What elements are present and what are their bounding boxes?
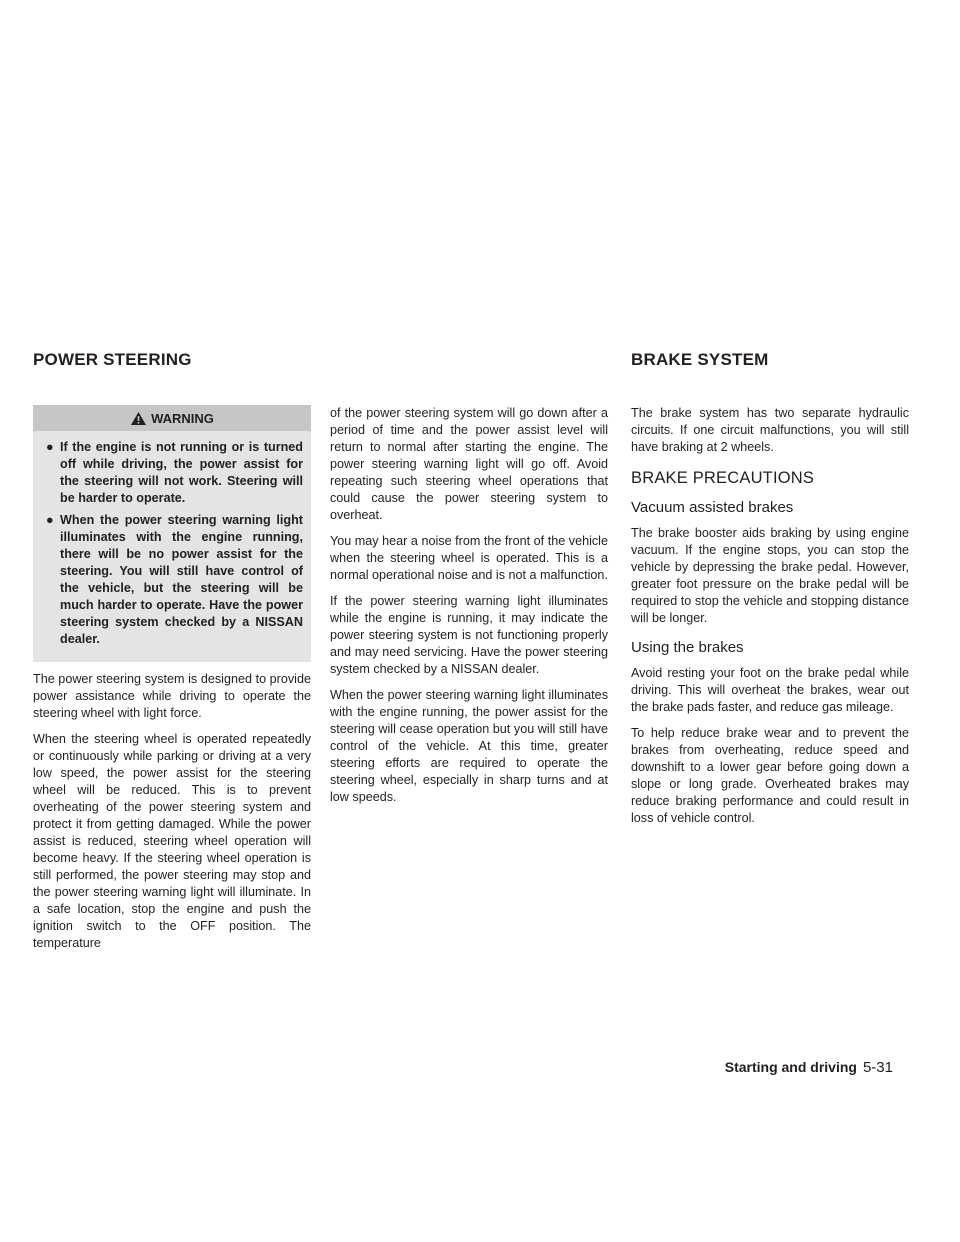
warning-item-text: If the engine is not running or is turned off while driving, the power assist for the steering will not work. Steering will be harder to operate. — [60, 440, 303, 505]
section-title-brake-system: BRAKE SYSTEM — [631, 350, 769, 369]
paragraph: When the power steering warning light illuminates with the engine running, the power assist for the steering will cease operation but you will still have control of the vehicle. At this time, greater steering efforts are required to operate the steering wheel, especially in sharp turns and at low speeds. — [330, 688, 608, 804]
column-2 — [330, 405, 608, 815]
paragraph: The power steering system is designed to provide power assistance while driving to operate the steering wheel with light force. — [33, 672, 311, 720]
warning-item — [41, 439, 303, 507]
paragraph: When the steering wheel is operated repeatedly or continuously while parking or driving at a very low speed, the power assist for the steering wheel will be reduced. This is to prevent overheating of the power steering system and protect it from getting damaged. While the power assist is reduced, steering wheel operation will become heavy. If the steering wheel operation is still performed, the power steering may stop and the power steering warning light will illuminate. In a safe location, stop the engine and push the ignition switch to the OFF position. The temperature — [33, 732, 311, 950]
warning-title: WARNING — [151, 410, 214, 426]
subheading-brake-precautions: BRAKE PRECAUTIONS — [631, 469, 815, 487]
bullet-dot-icon: ● — [46, 513, 54, 527]
paragraph: of the power steering system will go down after a period of time and the power assist level will return to normal after starting the engine. The power steering warning light will go off. Avoid repeating such steering wheel operations that could cause the power steering system to overheat. — [330, 406, 608, 522]
warning-list — [33, 439, 311, 648]
section-title-power-steering: POWER STEERING — [33, 350, 192, 369]
warning-box — [33, 405, 311, 662]
paragraph: The brake booster aids braking by using engine vacuum. If the engine stops, you can stop the vehicle by depressing the brake pedal. However, greater foot pressure on the brake pedal will be required to stop the vehicle and stopping distance will be longer. — [631, 526, 909, 625]
column-1 — [33, 405, 311, 961]
column-3 — [631, 405, 909, 836]
paragraph: You may hear a noise from the front of the vehicle when the steering wheel is operated. This is a normal operational noise and is not a malfunction. — [330, 534, 608, 582]
paragraph: To help reduce brake wear and to prevent the brakes from overheating, reduce speed and downshift to a lower gear before going down a slope or long grade. Overheated brakes may reduce braking performance and could result in loss of vehicle control. — [631, 726, 909, 825]
warning-item — [41, 512, 303, 648]
warning-item-text: When the power steering warning light illuminates with the engine running, there will be no power assist for the steering. You will still have control of the vehicle, but the steering will be much harder to operate. Have the power steering system checked by a NISSAN dealer. — [60, 513, 303, 646]
subheading-using-the-brakes: Using the brakes — [631, 639, 744, 656]
paragraph: If the power steering warning light illuminates while the engine is running, it may indicate the power steering system is not functioning properly and may need servicing. Have the power steering system checked by a NISSAN dealer. — [330, 594, 608, 676]
chapter-title: Starting and driving — [724, 1059, 857, 1075]
subheading-vacuum-assisted-brakes: Vacuum assisted brakes — [631, 499, 794, 516]
warning-header — [33, 405, 311, 431]
paragraph: The brake system has two separate hydraulic circuits. If one circuit malfunctions, you will still have braking at 2 wheels. — [631, 406, 909, 454]
paragraph: Avoid resting your foot on the brake pedal while driving. This will overheat the brakes, wear out the brake pads faster, and reduce gas mileage. — [631, 666, 909, 714]
bullet-dot-icon: ● — [46, 440, 54, 454]
warning-triangle-icon — [130, 411, 147, 426]
page-number: 5-31 — [862, 1059, 893, 1076]
page-footer — [725, 1059, 893, 1076]
